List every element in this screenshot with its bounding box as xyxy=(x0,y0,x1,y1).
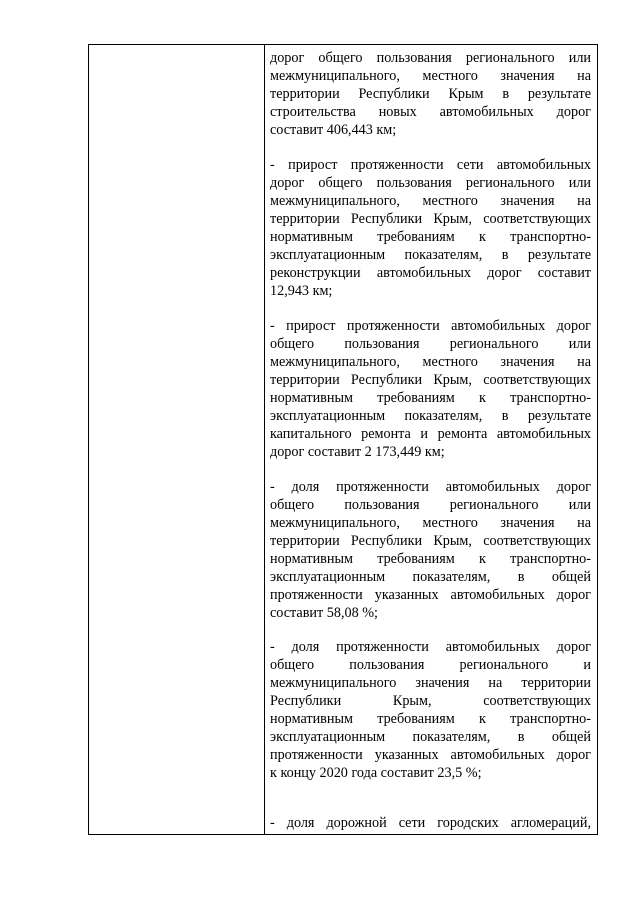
text-line: - доля протяженности автомобильных дорог xyxy=(270,639,591,655)
text-line: составит 406,443 км; xyxy=(270,122,397,138)
text-line: общего пользования регионального или xyxy=(270,336,591,352)
text-line: 12,943 км; xyxy=(270,283,333,299)
text-line: межмуниципального, местного значения на xyxy=(270,68,591,84)
text-line: дорог составит 2 173,449 км; xyxy=(270,444,445,460)
document-table xyxy=(88,44,598,835)
text-line: нормативным требованиям к транспортно- xyxy=(270,390,591,406)
text-line: реконструкции автомобильных дорог составит xyxy=(270,265,591,281)
text-line: межмуниципального значения на территории xyxy=(270,675,591,691)
text-line: территории Республики Крым, соответствующих xyxy=(270,533,591,549)
table-left-cell xyxy=(89,45,265,834)
text-line: - прирост протяженности автомобильных дорог xyxy=(270,318,591,334)
text-line: эксплуатационным показателям, в результате xyxy=(270,408,591,424)
text-line: - доля протяженности автомобильных дорог xyxy=(270,479,591,495)
text-line: эксплуатационным показателям, в общей xyxy=(270,569,591,585)
text-line: межмуниципального, местного значения на xyxy=(270,515,591,531)
text-line: территории Республики Крым, соответствующих xyxy=(270,372,591,388)
table-right-cell xyxy=(265,45,598,834)
text-line: к концу 2020 года составит 23,5 %; xyxy=(270,765,482,781)
text-line: эксплуатационным показателям, в общей xyxy=(270,729,591,745)
text-line: - прирост протяженности сети автомобильных xyxy=(270,157,591,173)
text-line: - доля дорожной сети городских агломераций, xyxy=(270,815,591,831)
text-line: межмуниципального, местного значения на xyxy=(270,354,591,370)
text-line: Республики Крым, соответствующих xyxy=(270,693,591,709)
text-line: протяженности указанных автомобильных дорог xyxy=(270,747,591,763)
text-line: составит 58,08 %; xyxy=(270,605,378,621)
text-line: территории Республики Крым в результате xyxy=(270,86,591,102)
text-line: территории Республики Крым, соответствующих xyxy=(270,211,591,227)
text-line: нормативным требованиям к транспортно- xyxy=(270,711,591,727)
text-line: межмуниципального, местного значения на xyxy=(270,193,591,209)
text-line: эксплуатационным показателям, в результате xyxy=(270,247,591,263)
text-line: нормативным требованиям к транспортно- xyxy=(270,229,591,245)
text-line: дорог общего пользования регионального или xyxy=(270,175,591,191)
text-line: строительства новых автомобильных дорог xyxy=(270,104,591,120)
text-line: капитального ремонта и ремонта автомобильных xyxy=(270,426,591,442)
text-line: протяженности указанных автомобильных дорог xyxy=(270,587,591,603)
text-line: дорог общего пользования регионального или xyxy=(270,50,591,66)
text-line: общего пользования регионального и xyxy=(270,657,591,673)
text-line: нормативным требованиям к транспортно- xyxy=(270,551,591,567)
text-line: общего пользования регионального или xyxy=(270,497,591,513)
